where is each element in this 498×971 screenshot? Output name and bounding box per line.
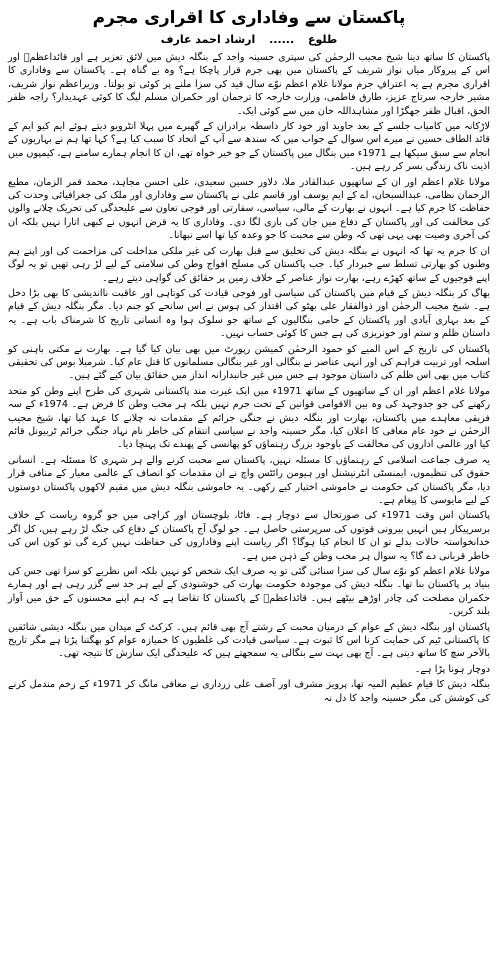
- paragraph: پاکستان اور بنگلہ دیش کے عوام کے درمیان محبت کے رشتے آج بھی قائم ہیں۔ کرکٹ کے میدان میں بنگلہ دیشی شائقین کا پاکستانی ٹیم کی حمایت کرنا اس کا ثبوت ہے۔ سیاسی قیادت کی غلطیوں کا خمیازہ عوام کو بھگتنا پڑتا ہے مگر تاریخ بالآخر سچ کا ساتھ دیتی ہے۔ آج بھی بہت سے بنگالی یہ سمجھتے ہیں کہ علیحدگی ایک سازش کا نتیجہ تھی۔: [8, 621, 490, 660]
- paragraph: مولانا غلام اعظم اور ان کے ساتھیوں عبدالقادر ملا، دلاور حسین سعیدی، علی احسن مجاہد، محمد قمر الزمان، مطیع الرحمان نظامی، عبدالسبحان، اے کے ایم یوسف اور قاسم علی نے پاکستان سے وفاداری اور ملک کی جغرافیائی وحدت کی حفاظت کا جرم کیا ہے۔ انہوں نے بھارت کے مالی، سیاسی، سفارتی اور فوجی تعاون سے علیحدگی کی تحریک چلانے والوں کی مخالفت کی اور پاکستان کے دفاع میں جان کی بازی لگا دی۔ وفاداری کا یہ قرض انہوں نے کبھی اتارا نہیں بلکہ ان کی آخری وصیت بھی یہی تھی کہ وطن سے محبت کا جو وعدہ کیا تھا اسے نبھانا۔: [8, 176, 490, 242]
- paragraph: مولانا غلام اعظم اور ان کے ساتھیوں کے ساتھ 1971ء میں ایک غیرت مند پاکستانی شہری کی طرح اپنے وطن کو متحد رکھنے کی جو جدوجہد کی وہ بین الاقوامی قوانین کے تحت جرم نہیں بلکہ ہر محب وطن کا فرض ہے۔ 1974ء کے سہ فریقی معاہدے میں پاکستان، بھارت اور بنگلہ دیش نے جنگی جرائم کے مقدمات نہ چلانے کا عہد کیا تھا، شیخ مجیب الرحمٰن نے خود عام معافی کا اعلان کیا، مگر حسینہ واجد نے سیاسی انتقام کی خاطر نام نہاد جنگی جرائم ٹربیونل قائم کیا اور عالمی اداروں کی مخالفت کے باوجود بزرگ رہنماؤں کو پھانسی کے پھندے تک پہنچا دیا۔: [8, 385, 490, 451]
- paragraph: پاکستان کی تاریخ کے اس المیے کو حمود الرحمٰن کمیشن رپورٹ میں بھی بیان کیا گیا ہے۔ بھارت نے مکتی باہنی کو اسلحہ اور تربیت فراہم کی اور انہی عناصر نے بنگالی اور غیر بنگالی مسلمانوں کا قتل عام کیا۔ شرمیلا بوس کی تحقیقی کتاب میں بھی اس ظلم کی داستان موجود ہے جس میں غیر جانبدارانہ انداز میں حقائق بیان کیے گئے ہیں۔: [8, 343, 490, 382]
- paragraph: لاڑکانہ میں کامیاب جلسے کے بعد جاوید اور خود کار داسطہ برادران کے گھیرے میں پہلا انٹرویو دیتے ہوئے ایم کیو ایم کے قائد الطاف حسین نے میرے اس سوال کے جواب میں کہ سندھ سے آپ کے اتحاد کا سبب کیا ہے؟ کہا تھا ہم نے بہاریوں کے انجام سے سبق سیکھا ہے 1971ء میں بنگال میں پاکستان کے جو خیر خواہ تھے، ان کا انجام ہمارے سامنے ہے، کیمپوں میں اذیت ناک زندگی بسر کر رہے ہیں۔: [8, 121, 490, 173]
- paragraph: ان کا جرم یہ تھا کہ انہوں نے بنگلہ دیش کی تخلیق سے قبل بھارت کی غیر ملکی مداخلت کی مزاحمت کی اور اپنے ہم وطنوں کو بھارتی تسلط سے خبردار کیا۔ جب پاکستان کی مسلح افواج وطن کی سلامتی کے لیے لڑ رہی تھیں تو یہ لوگ اپنے فوجیوں کے ساتھ کھڑے رہے، بھارت نواز عناصر کے خلاف زمین پر حقائق کی گواہی دیتے رہے۔: [8, 245, 490, 284]
- paragraph: یہ صرف جماعت اسلامی کے رہنماؤں کا مسئلہ نہیں، پاکستان سے محبت کرنے والے ہر شہری کا مسئلہ ہے۔ انسانی حقوق کی تنظیموں، ایمنسٹی انٹرنیشنل اور ہیومن رائٹس واچ نے ان مقدمات کو انصاف کے عالمی معیار کے منافی قرار دیا، مگر پاکستان کی حکومت نے خاموشی اختیار کیے رکھی۔ یہ خاموشی بنگلہ دیش میں مقیم لاکھوں پاکستان دوستوں کے لیے مایوسی کا پیغام ہے۔: [8, 454, 490, 506]
- author-name: ارشاد احمد عارف: [160, 33, 256, 46]
- paragraph: مولانا غلام اعظم کو نوّے سال کی سزا سنائی گئی تو یہ صرف ایک شخص کو نہیں بلکہ اس نظریے کو سزا تھی جس کی بنیاد پر پاکستان بنا تھا۔ بنگلہ دیش کی موجودہ حکومت بھارت کی خوشنودی کے لیے ہر حد سے گزر رہی ہے اور ہمارے حکمران مصلحت کی چادر اوڑھے بیٹھے ہیں۔ قائداعظمؒ کے پاکستان کا تقاضا ہے کہ ہم اپنے محسنوں کے حق میں آواز بلند کریں۔: [8, 566, 490, 618]
- byline-separator: ......: [269, 33, 295, 46]
- paragraph: پاکستان اس وقت 1971ء کی صورتحال سے دوچار ہے۔ فاٹا، بلوچستان اور کراچی میں جو گروہ ریاست کے خلاف برسرپیکار ہیں انہیں بیرونی قوتوں کی سرپرستی حاصل ہے۔ جو لوگ آج پاکستان کے دفاع کی جنگ لڑ رہے ہیں، کل اگر خدانخواستہ حالات بدلے تو ان کا انجام کیا ہوگا؟ اگر ریاست اپنے وفاداروں کی حفاظت نہیں کرے گی تو کون اس کی خاطر قربانی دے گا؟ یہ سوال ہر محب وطن کے ذہن میں ہے۔: [8, 510, 491, 562]
- article-title: پاکستان سے وفاداری کا اقراری مجرم: [92, 8, 406, 28]
- column-name: طلوع: [308, 33, 338, 46]
- paragraph: دوچار ہونا پڑا ہے۔: [414, 663, 490, 675]
- paragraph: بھاگ کر بنگلہ دیش کے قیام میں پاکستان کی سیاسی اور فوجی قیادت کی کوتاہی اور عاقبت نااندیشی کا بھی بڑا دخل ہے۔ شیخ مجیب الرحمٰن اور ذوالفقار علی بھٹو کی اقتدار کی ہوس نے اس سانحے کو جنم دیا۔ مگر بنگلہ دیش کے قیام کے بعد بہاری آبادی اور پاکستان کے حامی بنگالیوں کے ساتھ جو سلوک ہوا وہ انسانی تاریخ کا شرمناک باب ہے۔ یہ داستان ظلم و ستم اور خونریزی کی ہے جس کا کوئی حساب نہیں۔: [8, 287, 490, 340]
- paragraph: پاکستان کا ساتھ دینا شیخ مجیب الرحمٰن کی سپتری حسینہ واجد کے بنگلہ دیش میں لائق تعزیر ہے اور قائداعظمؒ اور اس کے پیروکار میاں نواز شریف کے پاکستان میں بھی جرم قرار پاچکا ہے؟ وہ بے گناہ ہے۔ پاکستان سے وفاداری کا اقراری مجرم ہے یہ اعترافِ جرم مولانا غلام اعظم نوّے سال قید کی سزا ملنے پر کوئی تو بولتا۔ وزیراعظم نواز شریف، مشیر خارجہ سرتاج عزیز، طارق فاطمی، وزارت خارجہ کا ترجمان اور حکمران مسلم لیگ کا کوئی عہدیدار؟ راجہ ظفر الحق، اقبال ظفر جھگڑا اور مشاہداللہ خان میں سے کوئی ایک۔: [8, 52, 490, 117]
- byline: [8, 32, 490, 48]
- closing-paragraph: بنگلہ دیش کا قیام عظیم المیہ تھا، پرویز مشرف اور آصف علی زرداری نے معافی مانگ کر 1971ء کے زخم مندمل کرنے کی کوشش کی مگر حسینہ واجد کا دل نہ: [8, 679, 490, 704]
